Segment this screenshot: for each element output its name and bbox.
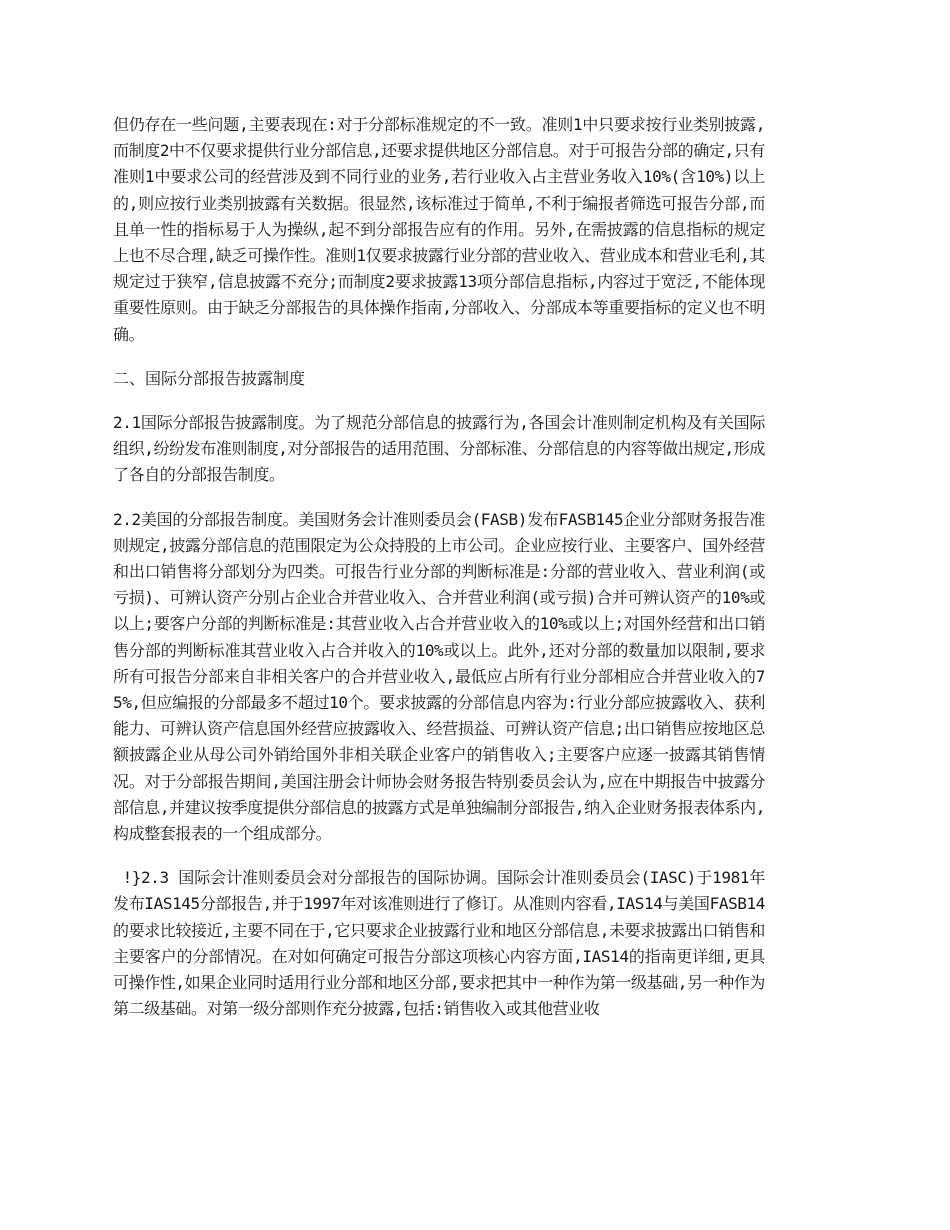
section-heading: 二、国际分部报告披露制度 [113, 368, 306, 388]
paragraph-issues: 但仍存在一些问题,主要表现在:对于分部标准规定的不一致。准则1中只要求按行业类别披露,而制度2中不仅要求提供行业分部信息,还要求提供地区分部信息。对于可报告分部的确定,只有准则1中要求公司的经营涉及到不同行业的业务,若行业收入占主营业务收入10%(含10%)以上的,则应按行业类别披露有关数据。很显然,该标准过于简单,不利于编报者筛选可报告分部,而且单一性的指标易于人为操纵,起不到分部报告应有的作用。另外,在需披露的信息指标的规定上也不尽合理,缺乏可操作性。准则1仅要求披露行业分部的营业收入、营业成本和营业毛利,其规定过于狭窄,信息披露不充分;而制度2要求披露13项分部信息指标,内容过于宽泛,不能体现重要性原则。由于缺乏分部报告的具体操作指南,分部收入、分部成本等重要指标的定义也不明确。 [113, 115, 765, 344]
paragraph-2-1: 2.1国际分部报告披露制度。为了规范分部信息的披露行为,各国会计准则制定机构及有关国际组织,纷纷发布准则制度,对分部报告的适用范围、分部标准、分部信息的内容等做出规定,形成了各自的分部报告制度。 [113, 413, 765, 485]
document-page [113, 112, 765, 1041]
paragraph-2-3: !}2.3 国际会计准则委员会对分部报告的国际协调。国际会计准则委员会(IASC)于1981年发布IAS145分部报告,并于1997年对该准则进行了修订。从准则内容看,IAS14与美国FASB14的要求比较接近,主要不同在于,它只要求企业披露行业和地区分部信息,未要求披露出口销售和主要客户的分部情况。在对如何确定可报告分部这项核心内容方面,IAS14的指南更详细,更具可操作性,如果企业同时适用行业分部和地区分部,要求把其中一种作为第一级基础,另一种作为第二级基础。对第一级分部则作充分披露,包括:销售收入或其他营业收 [113, 868, 766, 1019]
paragraph-2-2: 2.2美国的分部报告制度。美国财务会计准则委员会(FASB)发布FASB145企业分部财务报告准则规定,披露分部信息的范围限定为公众持股的上市公司。企业应按行业、主要客户、国外经营和出口销售将分部划分为四类。可报告行业分部的判断标准是:分部的营业收入、营业利润(或亏损)、可辨认资产分别占企业合并营业收入、合并营业利润(或亏损)合并可辨认资产的10%或以上;要客户分部的判断标准是:其营业收入占合并营业收入的10%或以上;对国外经营和出口销售分部的判断标准其营业收入占合并收入的10%或以上。此外,还对分部的数量加以限制,要求所有可报告分部来自非相关客户的合并营业收入,最低应占所有行业分部相应合并营业收入的75%,但应编报的分部最多不超过10个。要求披露的分部信息内容为:行业分部应披露收入、获利能力、可辨认资产信息国外经营应披露收入、经营损益、可辨认资产信息;出口销售应按地区总额披露企业从母公司外销给国外非相关联企业客户的销售收入;主要客户应逐一披露其销售情况。对于分部报告期间,美国注册会计师协会财务报告特别委员会认为,应在中期报告中披露分部信息,并建议按季度提供分部信息的披露方式是单独编制分部报告,纳入企业财务报表体系内,构成整套报表的一个组成部分。 [113, 509, 765, 844]
